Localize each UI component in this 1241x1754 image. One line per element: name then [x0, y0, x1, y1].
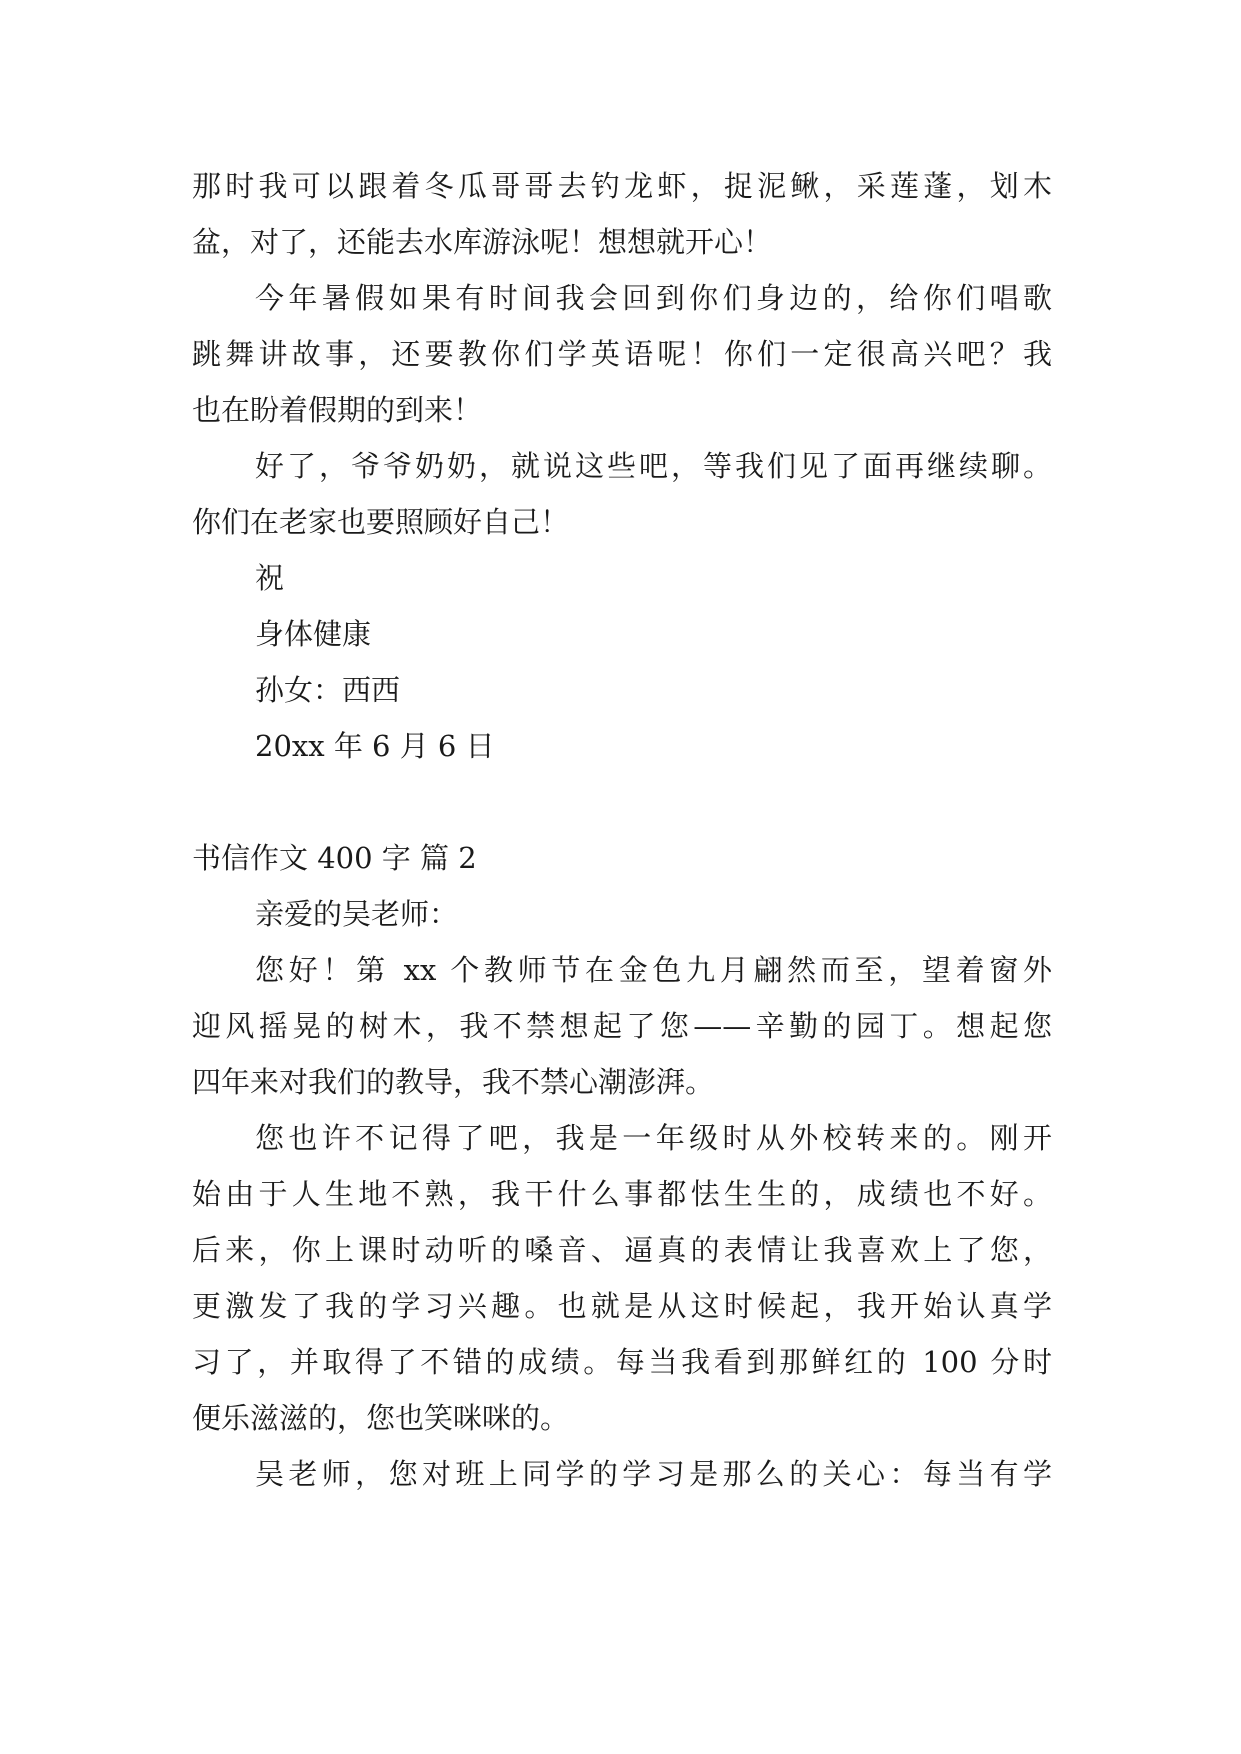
- text-line: 始由于人生地不熟，我干什么事都怯生生的，成绩也不好。: [192, 1177, 1052, 1211]
- text-line: 您也许不记得了吧，我是一年级时从外校转来的。刚开: [255, 1121, 1052, 1155]
- text-line: 那时我可以跟着冬瓜哥哥去钓龙虾，捉泥鳅，采莲蓬，划木: [192, 169, 1052, 203]
- text-line: 后来，你上课时动听的嗓音、逼真的表情让我喜欢上了您，: [192, 1233, 1052, 1267]
- text-line: 你们在老家也要照顾好自己！: [192, 505, 570, 539]
- text-line: 好了，爷爷奶奶，就说这些吧，等我们见了面再继续聊。: [255, 449, 1052, 483]
- text-line: 今年暑假如果有时间我会回到你们身边的，给你们唱歌: [255, 281, 1052, 315]
- closing-wish: 祝: [255, 561, 285, 595]
- text-line: 更激发了我的学习兴趣。也就是从这时候起，我开始认真学: [192, 1289, 1052, 1323]
- text-line: 四年来对我们的教导，我不禁心潮澎湃。: [192, 1065, 715, 1099]
- salutation: 亲爱的吴老师：: [255, 897, 459, 931]
- text-line: 盆，对了，还能去水库游泳呢！想想就开心！: [192, 225, 773, 259]
- text-line: 您好！第 xx 个教师节在金色九月翩然而至，望着窗外: [255, 953, 1052, 987]
- signature: 孙女：西西: [255, 673, 401, 707]
- closing-wish-text: 身体健康: [255, 617, 372, 651]
- section-heading: 书信作文 400 字 篇 2: [192, 841, 477, 875]
- letter-date: 20xx 年 6 月 6 日: [255, 729, 495, 763]
- text-line: 便乐滋滋的，您也笑咪咪的。: [192, 1401, 570, 1435]
- text-line: 迎风摇晃的树木，我不禁想起了您——辛勤的园丁。想起您: [192, 1009, 1052, 1043]
- text-line: 跳舞讲故事，还要教你们学英语呢！你们一定很高兴吧？我: [192, 337, 1052, 371]
- text-line: 也在盼着假期的到来！: [192, 393, 483, 427]
- text-line: 习了，并取得了不错的成绩。每当我看到那鲜红的 100 分时: [192, 1345, 1052, 1379]
- text-line: 吴老师，您对班上同学的学习是那么的关心：每当有学: [255, 1457, 1052, 1491]
